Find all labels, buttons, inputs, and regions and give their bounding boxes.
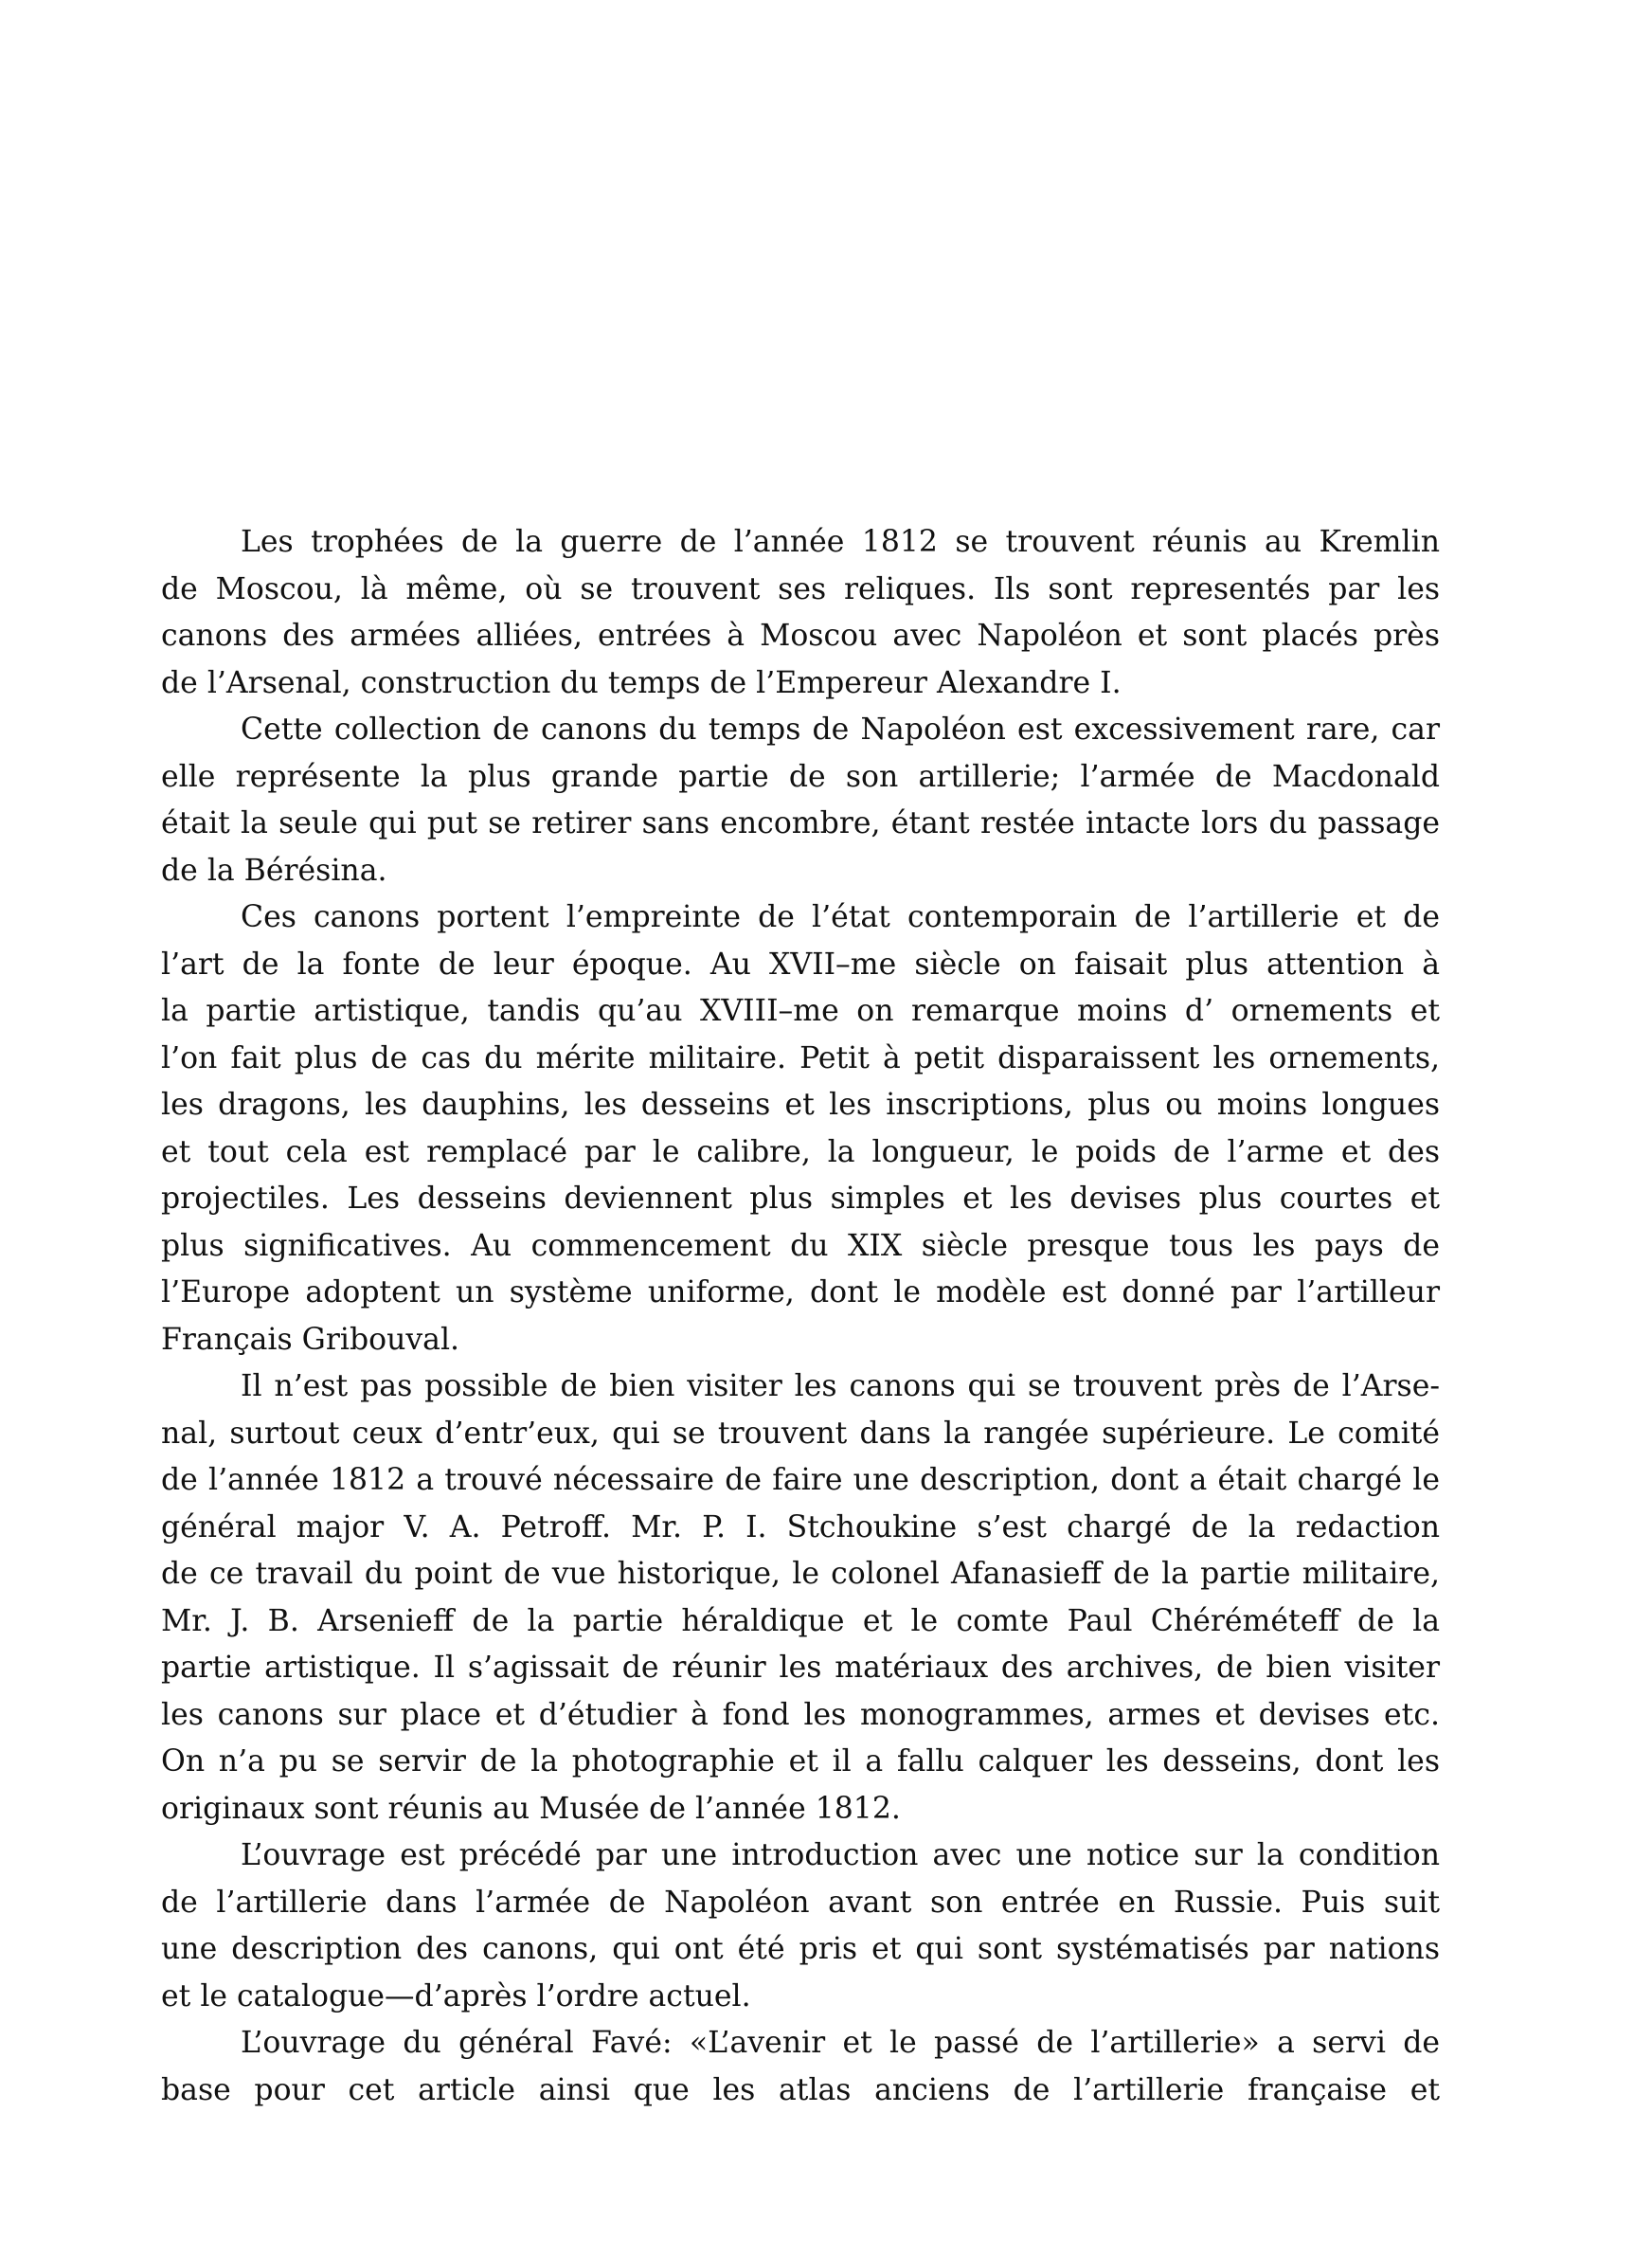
text-line: les canons sur place et d’étudier à fond les monogrammes, armes et devises etc. <box>161 1697 1440 1732</box>
text-line: et le catalogue—d’après l’ordre actuel. <box>161 1978 751 2013</box>
text-line: et tout cela est remplacé par le calibre, la longueur, le poids de l’arme et des <box>161 1134 1440 1169</box>
text-line: de ce travail du point de vue historique, le colonel Afanasieff de la partie militaire, <box>161 1557 1440 1591</box>
text-line: partie artistique. Il s’agissait de réunir les matériaux des archives, de bien visiter <box>161 1651 1440 1685</box>
text-line: Français Gribouval. <box>161 1322 460 1357</box>
text-line: de l’année 1812 a trouvé nécessaire de faire une description, dont a était chargé le <box>161 1463 1440 1497</box>
text-line: Il n’est pas possible de bien visiter les canons qui se trouvent près de l’Arse- <box>241 1369 1440 1403</box>
text-line: base pour cet article ainsi que les atlas anciens de l’artillerie française et <box>161 2072 1440 2107</box>
body-text <box>161 519 1440 2114</box>
text-line: l’art de la fonte de leur époque. Au XVII–me siècle on faisait plus attention à <box>161 947 1440 982</box>
text-line: l’on fait plus de cas du mérite militaire. Petit à petit disparaissent les ornements, <box>161 1040 1440 1075</box>
text-line: projectiles. Les desseins deviennent plus simples et les devises plus courtes et <box>161 1182 1440 1216</box>
text-line: nal, surtout ceux d’entr’eux, qui se trouvent dans la rangée supérieure. Le comité <box>161 1416 1440 1451</box>
text-line: de l’artillerie dans l’armée de Napoléon avant son entrée en Russie. Puis suit <box>161 1885 1440 1920</box>
text-line: elle représente la plus grande partie de son artillerie; l’armée de Macdonald <box>161 759 1440 794</box>
text-line: Les trophées de la guerre de l’année 1812 se trouvent réunis au Kremlin <box>241 525 1440 559</box>
text-line: une description des canons, qui ont été pris et qui sont systématisés par nations <box>161 1932 1440 1966</box>
text-line: On n’a pu se servir de la photographie et il a fallu calquer les desseins, dont les <box>161 1744 1440 1779</box>
text-line: plus significatives. Au commencement du XIX siècle presque tous les pays de <box>161 1228 1440 1263</box>
text-line: L’ouvrage du général Favé: «L’avenir et le passé de l’artillerie» a servi de <box>241 2026 1440 2060</box>
text-line: de la Bérésina. <box>161 853 387 888</box>
text-line: l’Europe adoptent un système uniforme, dont le modèle est donné par l’artilleur <box>161 1275 1440 1309</box>
text-line: Cette collection de canons du temps de Napoléon est excessivement rare, car <box>241 713 1440 747</box>
text-line: de l’Arsenal, construction du temps de l’Empereur Alexandre I. <box>161 665 1122 700</box>
text-line: Mr. J. B. Arsenieff de la partie héraldique et le comte Paul Chéréméteff de la <box>161 1603 1440 1638</box>
text-line: de Moscou, là même, où se trouvent ses reliques. Ils sont representés par les <box>161 571 1440 606</box>
text-line: les dragons, les dauphins, les desseins et les inscriptions, plus ou moins longues <box>161 1088 1440 1122</box>
text-line: L’ouvrage est précédé par une introduction avec une notice sur la condition <box>241 1838 1440 1872</box>
text-line: canons des armées alliées, entrées à Moscou avec Napoléon et sont placés près <box>161 619 1440 653</box>
text-line: Ces canons portent l’empreinte de l’état contemporain de l’artillerie et de <box>241 900 1440 934</box>
text-line: la partie artistique, tandis qu’au XVIII–me on remarque moins d’ ornements et <box>161 994 1440 1028</box>
text-line: originaux sont réunis au Musée de l’année 1812. <box>161 1791 901 1826</box>
text-line: général major V. A. Petroff. Mr. P. I. Stchoukine s’est chargé de la redaction <box>161 1509 1440 1544</box>
text-line: était la seule qui put se retirer sans encombre, étant restée intacte lors du passage <box>161 806 1440 840</box>
